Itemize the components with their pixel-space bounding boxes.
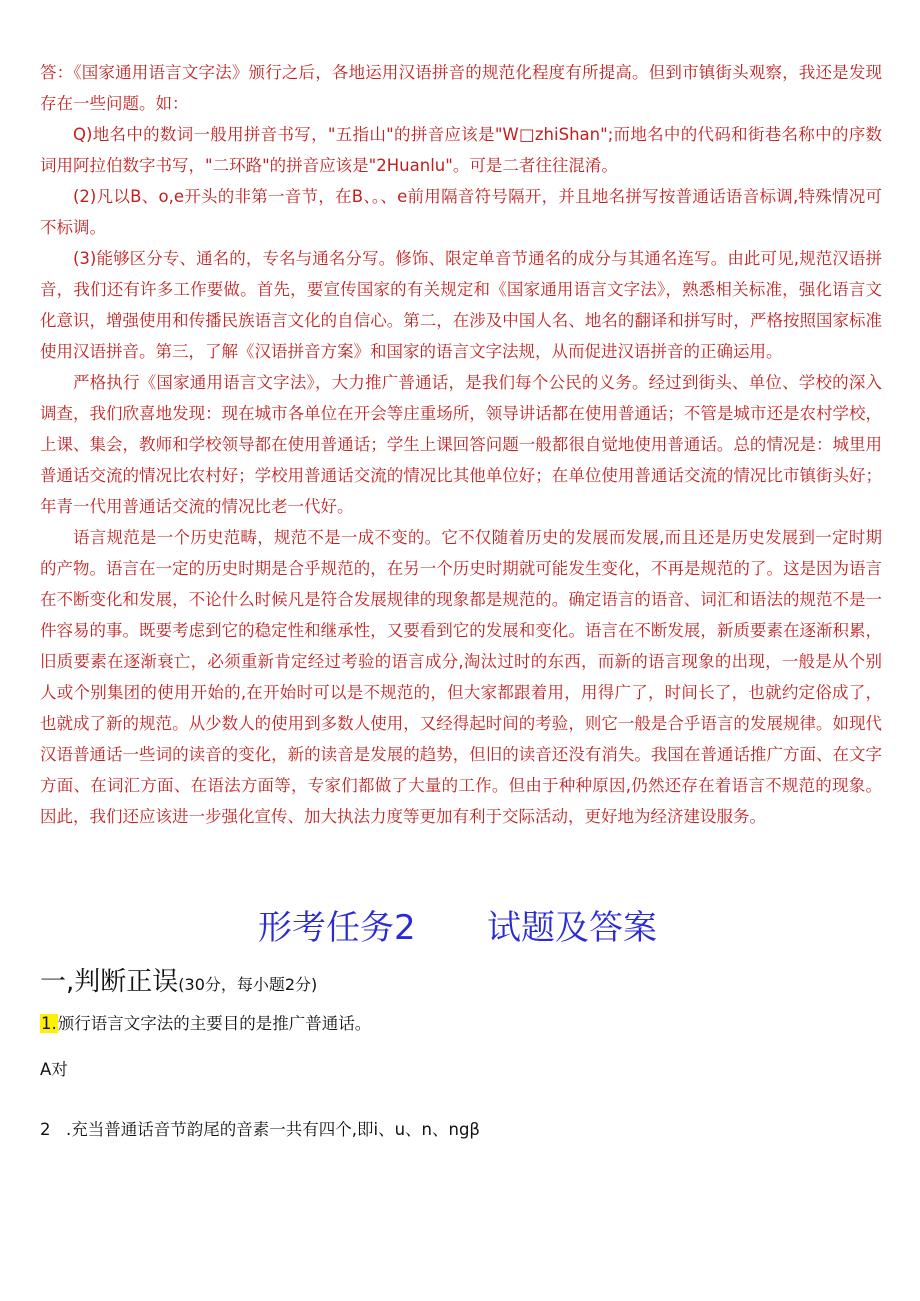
answer-block bbox=[40, 57, 882, 832]
section-title-task: 形考任务2 bbox=[258, 908, 416, 948]
section-title-subtitle: 试题及答案 bbox=[487, 908, 657, 948]
answer-paragraph-3: (2)凡以B、o,e开头的非第一音节，在B、。、e前用隔音符号隔开，并且地名拼写按普通话语音标调,特殊情况可不标调。 bbox=[40, 187, 882, 237]
answer-paragraph-5: 严格执行《国家通用语言文字法》，大力推广普通话，是我们每个公民的义务。经过到街头、单位、学校的深入调查，我们欣喜地发现：现在城市各单位在开会等庄重场所，领导讲话都在使用普通话；不管是城市还是农村学校，上课、集会，教师和学校领导都在使用普通话；学生上课回答问题一般都很自觉地使用普通话。总的情况是：城里用普通话交流的情况比农村好；学校用普通话交流的情况比其他单位好；在单位使用普通话交流的情况比市镇街头好；年青一代用普通话交流的情况比老一代好。 bbox=[40, 373, 882, 516]
question-2-number: 2 bbox=[40, 1120, 51, 1139]
section-title bbox=[0, 900, 920, 956]
part-heading-note: (30分，每小题2分) bbox=[178, 975, 318, 994]
question-2-text: .充当普通话音节韵尾的音素一共有四个,即i、u、n、ngβ bbox=[66, 1120, 480, 1139]
answer-paragraph-1: 答：《国家通用语言文字法》颁行之后，各地运用汉语拼音的规范化程度有所提高。但到市镇街头观察，我还是发现存在一些问题。如： bbox=[40, 63, 882, 113]
question-1-answer: A对 bbox=[40, 1060, 68, 1079]
part-heading bbox=[40, 964, 317, 1003]
part-heading-title: 一,判断正误 bbox=[40, 967, 179, 997]
answer-paragraph-6: 语言规范是一个历史范畴，规范不是一成不变的。它不仅随着历史的发展而发展,而且还是历史发展到一定时期的产物。语言在一定的历史时期是合乎规范的，在另一个历史时期就可能发生变化，不再是规范的了。这是因为语言在不断变化和发展，不论什么时候凡是符合发展规律的现象都是规范的。确定语言的语音、词汇和语法的规范不是一件容易的事。既要考虑到它的稳定性和继承性，又要看到它的发展和变化。语言在不断发展，新质要素在逐渐积累，旧质要素在逐渐衰亡，必须重新肯定经过考验的语言成分,淘汰过时的东西，而新的语言现象的出现，一般是从个别人或个别集团的使用开始的,在开始时可以是不规范的，但大家都跟着用，用得广了，时间长了，也就约定俗成了，也就成了新的规范。从少数人的使用到多数人使用，又经得起时间的考验，则它一般是合乎语言的发展规律。如现代汉语普通话一些词的读音的变化，新的读音是发展的趋势，但旧的读音还没有消失。我国在普通话推广方面、在文字方面、在词汇方面、在语法方面等，专家们都做了大量的工作。但由于种种原因,仍然还存在着语言不规范的现象。因此，我们还应该进一步强化宣传、加大执法力度等更加有利于交际活动，更好地为经济建设服务。 bbox=[40, 528, 882, 826]
question-2 bbox=[40, 1115, 480, 1145]
question-1-number: 1. bbox=[41, 1014, 57, 1033]
answer-paragraph-4: (3)能够区分专、通名的，专名与通名分写。修饰、限定单音节通名的成分与其通名连写。由此可见,规范汉语拼音，我们还有许多工作要做。首先，要宣传国家的有关规定和《国家通用语言文字法》，熟悉相关标准，强化语言文化意识，增强使用和传播民族语言文化的自信心。第二，在涉及中国人名、地名的翻译和拼写时，严格按照国家标准使用汉语拼音。第三，了解《汉语拼音方案》和国家的语言文字法规，从而促进汉语拼音的正确运用。 bbox=[40, 249, 882, 361]
answer-paragraph-2: Q)地名中的数词一般用拼音书写，"五指山"的拼音应该是"W□zhiShan";而地名中的代码和街巷名称中的序数词用阿拉伯数字书写，"二环路"的拼音应该是"2Huanlu"。可是二者往往混淆。 bbox=[40, 125, 882, 175]
question-1 bbox=[40, 1009, 371, 1039]
question-1-text: 颁行语言文字法的主要目的是推广普通话。 bbox=[57, 1014, 372, 1033]
